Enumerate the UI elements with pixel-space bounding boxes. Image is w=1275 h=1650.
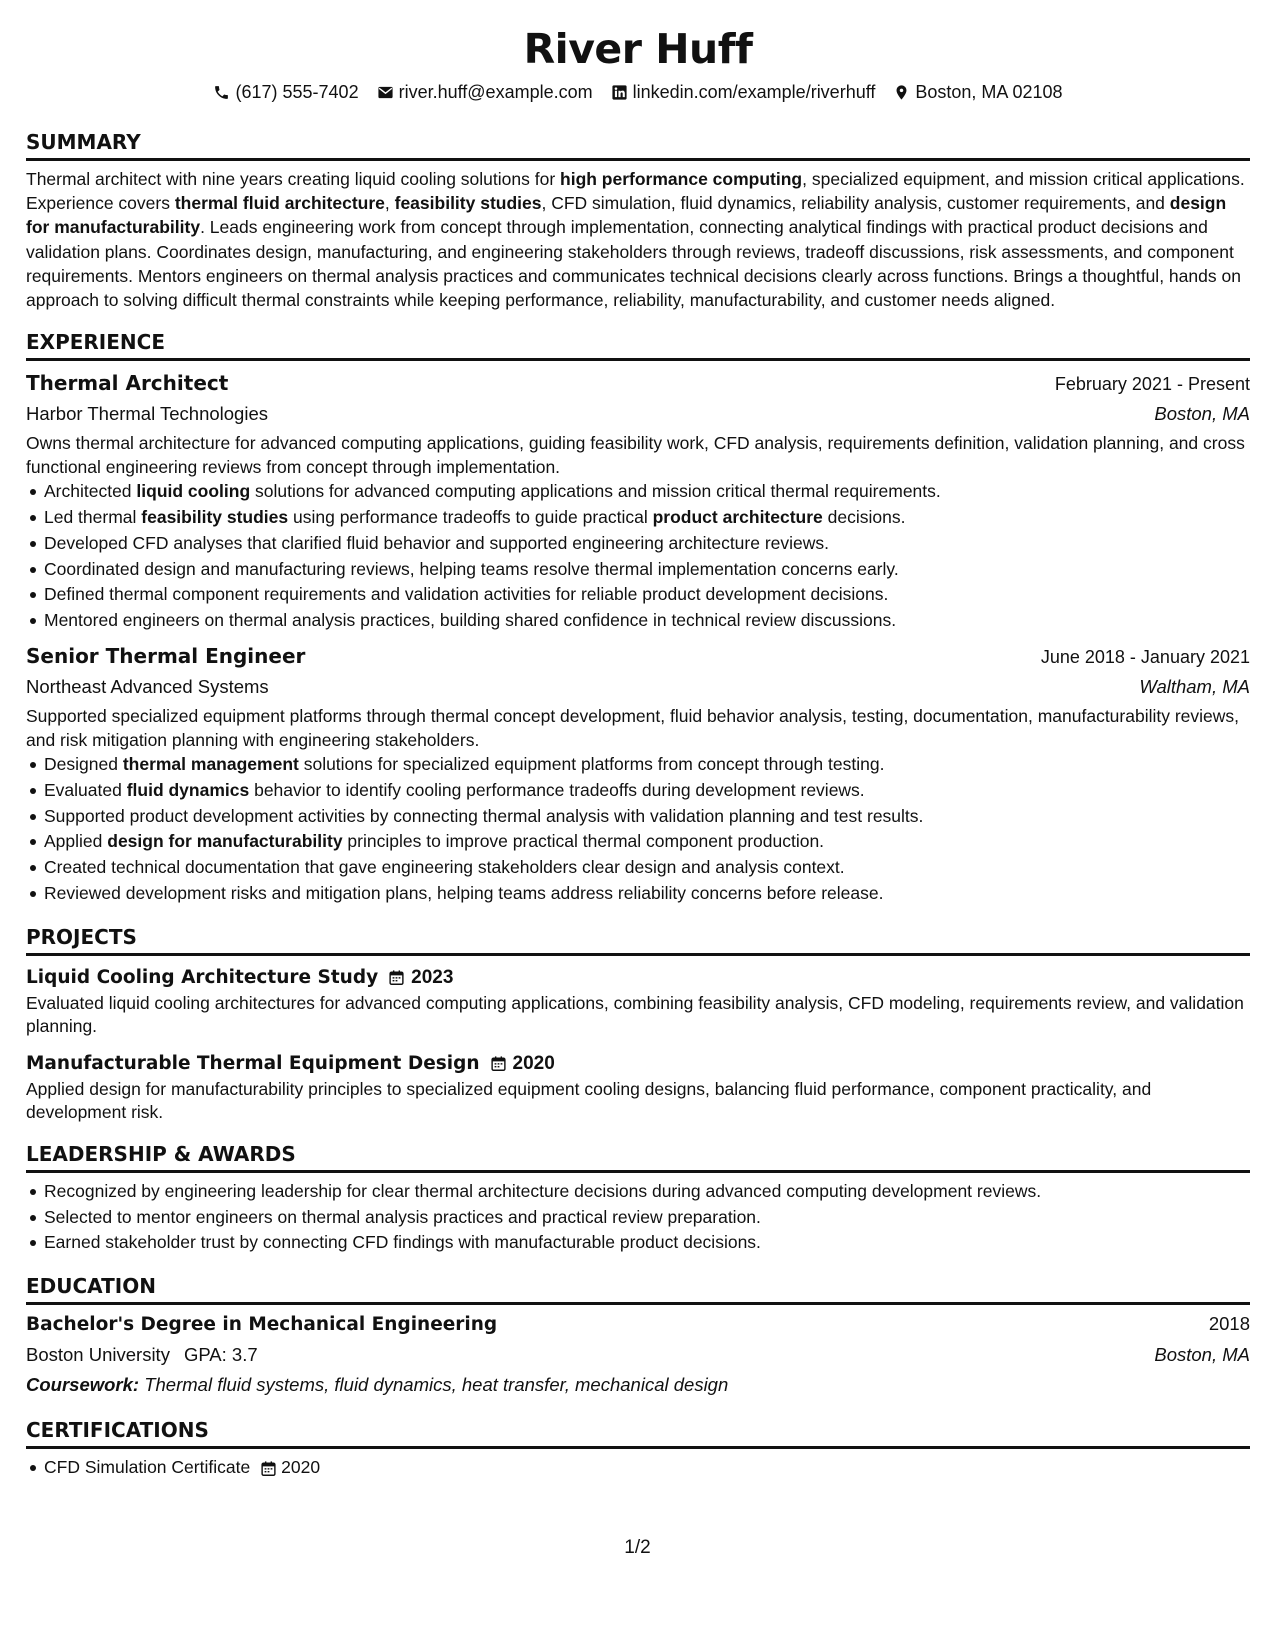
education-year: 2018	[1208, 1313, 1250, 1335]
list-item	[44, 505, 1250, 531]
contact-linkedin[interactable]	[611, 80, 876, 104]
text-run: behavior to identify cooling performance tradeoffs during development reviews.	[249, 779, 865, 800]
education-section	[26, 1274, 1250, 1400]
projects-section	[26, 925, 1250, 1124]
education-subheader	[26, 1340, 1250, 1370]
emphasis-text: design for manufacturability	[26, 193, 1227, 238]
resume-page	[26, 0, 1250, 1481]
project-header	[26, 964, 1250, 992]
certification-item	[44, 1455, 1250, 1481]
education-location: Boston, MA	[1154, 1344, 1250, 1366]
list-item	[44, 804, 1250, 830]
job-header	[26, 368, 1250, 399]
emphasis-text: thermal fluid architecture	[174, 193, 385, 214]
job-entry	[26, 641, 1250, 907]
section-heading: CERTIFICATIONS	[26, 1418, 1250, 1449]
job-dates: February 2021 - Present	[1054, 374, 1250, 395]
project-description: Evaluated liquid cooling architectures for advanced computing applications, combining feasibility analysis, CFD modeling, requirements review, and validation planning.	[26, 992, 1244, 1036]
job-description: Owns thermal architecture for advanced computing applications, guiding feasibility work, CFD analysis, requirements definition, validation planning, and cross functional engineering reviews from concept through implementation.	[26, 433, 1245, 477]
phone-number: (617) 555-7402	[235, 82, 359, 102]
job-subheader	[26, 399, 1250, 429]
emphasis-text: feasibility studies	[394, 193, 542, 214]
summary-section	[26, 130, 1250, 312]
job-title: Senior Thermal Engineer	[26, 644, 306, 668]
emphasis-text: high performance computing	[560, 169, 803, 189]
leadership-list	[26, 1179, 1250, 1256]
experience-section	[26, 330, 1250, 907]
text-run: Reviewed development risks and mitigation plans, helping teams address reliability concerns before release.	[44, 882, 884, 903]
job-entry	[26, 368, 1250, 634]
location-text: Boston, MA 02108	[915, 82, 1063, 102]
emphasis-text: feasibility studies	[141, 507, 289, 528]
certification-year	[260, 1455, 320, 1481]
text-run: Designed	[44, 754, 123, 774]
project-year	[490, 1050, 555, 1078]
page-number: 1/2	[624, 1537, 651, 1558]
project-entry	[26, 1050, 1250, 1124]
map-pin-icon	[893, 84, 910, 101]
list-item	[44, 855, 1250, 881]
coursework-text: Thermal fluid systems, fluid dynamics, heat transfer, mechanical design	[144, 1374, 729, 1396]
project-entry	[26, 964, 1250, 1038]
linkedin-icon	[611, 84, 628, 101]
list-item	[44, 531, 1250, 557]
list-item: Recognized by engineering leadership for clear thermal architecture decisions during advanced computing development reviews.	[44, 1179, 1250, 1205]
section-heading: EXPERIENCE	[26, 330, 1250, 361]
calendar-icon	[388, 969, 405, 986]
list-item	[44, 881, 1250, 907]
emphasis-text: liquid cooling	[136, 481, 251, 502]
project-year-text: 2023	[411, 966, 454, 988]
text-run: Created technical documentation that gave engineering stakeholders clear design and analysis context.	[44, 857, 845, 878]
calendar-icon	[490, 1055, 507, 1072]
text-run: using performance tradeoffs to guide practical	[288, 507, 653, 528]
emphasis-text: thermal management	[122, 754, 299, 774]
job-company: Northeast Advanced Systems	[26, 676, 269, 697]
job-bullets	[26, 752, 1250, 907]
contact-bar	[26, 80, 1250, 104]
text-run: Defined thermal component requirements and validation activities for reliable product development decisions.	[44, 584, 889, 605]
candidate-name: River Huff	[523, 25, 753, 73]
list-item: Earned stakeholder trust by connecting CFD findings with manufacturable product decisions.	[44, 1230, 1250, 1256]
list-item	[44, 582, 1250, 608]
text-run: Architected	[44, 481, 137, 502]
summary-text	[26, 167, 1250, 312]
emphasis-text: design for manufacturability	[107, 831, 343, 852]
linkedin-link[interactable]: linkedin.com/example/riverhuff	[632, 82, 876, 102]
coursework-label: Coursework:	[26, 1374, 140, 1396]
certification-year-text: 2020	[281, 1457, 321, 1478]
certifications-list	[26, 1455, 1250, 1481]
project-header	[26, 1050, 1250, 1078]
emphasis-text: fluid dynamics	[126, 779, 250, 800]
job-header	[26, 641, 1250, 672]
text-run: Coordinated design and manufacturing reviews, helping teams resolve thermal implementation concerns early.	[44, 558, 899, 579]
text-run: , CFD simulation, fluid dynamics, reliability analysis, customer requirements, and	[541, 193, 1170, 214]
project-title: Liquid Cooling Architecture Study	[26, 966, 379, 988]
section-heading: LEADERSHIP & AWARDS	[26, 1142, 1250, 1173]
list-item: Selected to mentor engineers on thermal analysis practices and practical review preparation.	[44, 1205, 1250, 1231]
project-year	[388, 964, 453, 992]
job-title: Thermal Architect	[26, 371, 229, 396]
text-run: . Leads engineering work from concept through implementation, connecting analytical findings with practical product decisions and validation plans. Coordinates design, manufacturing, and engineering stakeholders through reviews, tradeoff discussions, risk assessments, and component requirements. Mentors engineers on thermal analysis practices and communicates technical decisions clearly across functions. Brings a thoughtful, hands on approach to solving difficult thermal constraints while keeping performance, reliability, manufacturability, and customer needs aligned.	[26, 217, 1241, 311]
list-item	[44, 608, 1250, 634]
section-heading: SUMMARY	[26, 130, 1250, 161]
text-run: decisions.	[822, 507, 906, 528]
education-coursework	[26, 1370, 1250, 1400]
text-run: principles to improve practical thermal component production.	[342, 831, 825, 852]
list-item	[44, 829, 1250, 855]
email-link[interactable]: river.huff@example.com	[398, 82, 593, 102]
leadership-section	[26, 1142, 1250, 1256]
text-run: Mentored engineers on thermal analysis practices, building shared confidence in technical review discussions.	[44, 610, 897, 631]
section-heading: PROJECTS	[26, 925, 1250, 956]
education-header	[26, 1309, 1250, 1340]
job-location: Boston, MA	[1154, 403, 1250, 425]
text-run: , specialized equipment, and mission critical applications. Experience covers	[26, 169, 1245, 214]
text-run: Evaluated	[44, 779, 127, 800]
text-run: Applied	[44, 831, 108, 852]
phone-icon	[213, 84, 230, 101]
education-degree: Bachelor's Degree in Mechanical Engineering	[26, 1314, 498, 1336]
job-description: Supported specialized equipment platforms through thermal concept development, fluid behavior analysis, testing, documentation, manufacturability reviews, and risk mitigation planning with engineering stakeholders.	[26, 706, 1240, 750]
text-run: Led thermal	[44, 507, 142, 528]
certifications-section	[26, 1418, 1250, 1481]
contact-email[interactable]	[377, 80, 593, 104]
text-run: Thermal architect with nine years creating liquid cooling solutions for	[26, 169, 561, 189]
text-run: solutions for specialized equipment platforms from concept through testing.	[298, 754, 885, 774]
job-location: Waltham, MA	[1139, 676, 1250, 697]
education-gpa: GPA: 3.7	[183, 1344, 258, 1366]
job-company: Harbor Thermal Technologies	[26, 403, 268, 425]
contact-phone	[213, 80, 358, 104]
project-description: Applied design for manufacturability principles to specialized equipment cooling designs, balancing fluid performance, component practicality, and development risk.	[26, 1078, 1152, 1122]
job-subheader	[26, 672, 1250, 702]
list-item	[44, 1455, 1250, 1481]
envelope-icon	[377, 84, 394, 101]
text-run: Supported product development activities by connecting thermal analysis with validation planning and test results.	[44, 805, 924, 826]
list-item	[44, 557, 1250, 583]
text-run: Developed CFD analyses that clarified fluid behavior and supported engineering architecture reviews.	[44, 532, 830, 553]
project-title: Manufacturable Thermal Equipment Design	[26, 1052, 480, 1074]
education-school-line	[26, 1341, 258, 1369]
text-run: solutions for advanced computing applications and mission critical thermal requirements.	[250, 481, 941, 502]
text-run: ,	[384, 193, 395, 214]
list-item	[44, 479, 1250, 505]
calendar-icon	[260, 1460, 277, 1477]
section-heading: EDUCATION	[26, 1274, 1250, 1305]
emphasis-text: product architecture	[652, 507, 823, 528]
certification-name: CFD Simulation Certificate	[44, 1457, 251, 1478]
job-bullets	[26, 479, 1250, 634]
list-item	[44, 778, 1250, 804]
job-dates: June 2018 - January 2021	[1040, 647, 1250, 667]
contact-location	[893, 80, 1062, 104]
project-year-text: 2020	[512, 1052, 555, 1074]
list-item	[44, 752, 1250, 778]
education-school: Boston University	[26, 1344, 170, 1366]
